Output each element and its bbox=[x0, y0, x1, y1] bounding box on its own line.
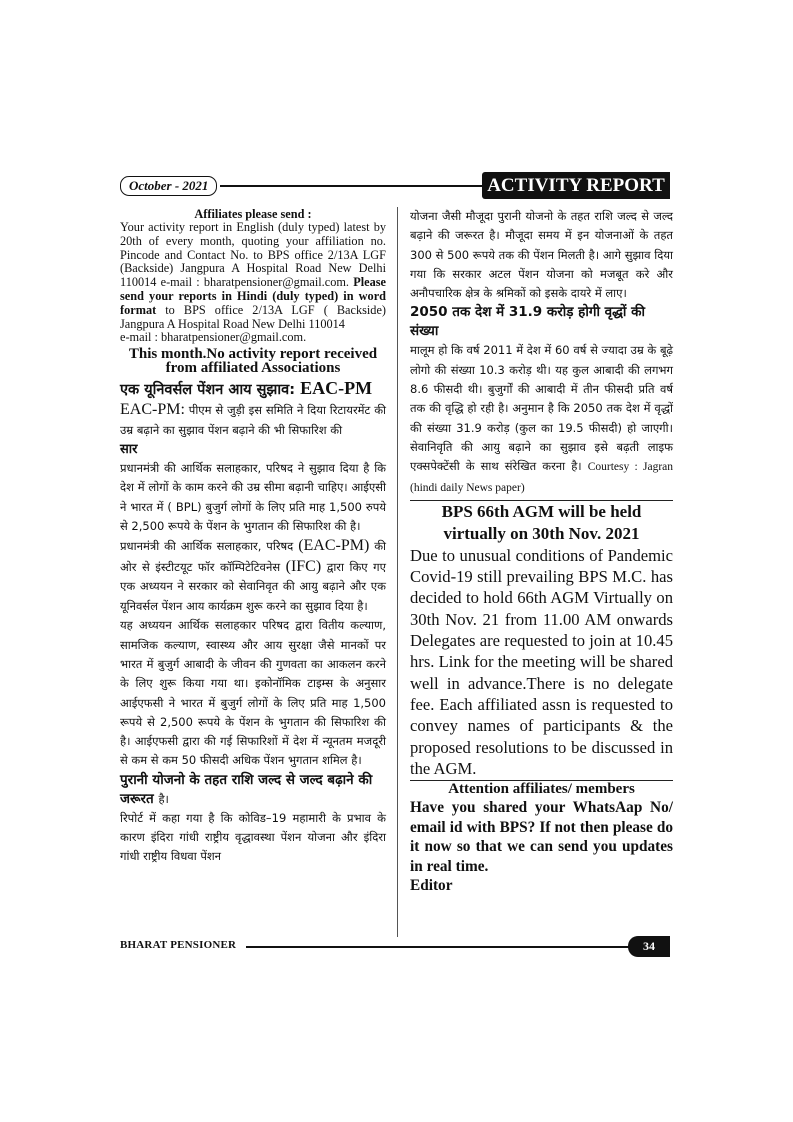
agm-body: Due to unusual conditions of Pandemic Covid-19 still prevailing BPS M.C. has decided to hold 66th AGM Virtually on 30th Nov. 21 from 11.00 AM onwards Delegates are requested to join at 10.45 hrs. Link for the meeting will be shared well in advance.There is no delegate fee. Each affiliated assn is requested to convey names of participants & the proposed resolutions to be discussed in the AGM. bbox=[410, 545, 673, 778]
agm-title: BPS 66th AGM will be held virtually on 30th Nov. 2021 bbox=[441, 501, 642, 543]
attention-body: Have you shared your WhatsAap No/ email id with BPS? If not then please do it now so that we can send you updates in real time. bbox=[410, 799, 673, 875]
column-divider bbox=[397, 207, 398, 937]
issue-month: October - 2021 bbox=[120, 176, 217, 196]
paragraph-3: यह अध्ययन आर्थिक सलाहकार परिषद द्वारा वितीय कल्याण, सामजिक कल्याण, स्वास्थ्य और आय सुरक्षा जैसे मानकों पर भारत में बुजुर्ग आबादी के जीवन की गुणवता का आकलन करने के लिए शुरू किया गया था। इकोनॉमिक टाइम्स के अनुसार आईएफसी ने भारत में बुजुर्ग लोगों के लिए प्रति माह 1,500 रूपये से 2,500 रूपये के पेंशन के भुगतान की सिफारिश की है। आईएफसी द्वारा की गई सिफारिशों में देश में न्यूनतम मजदूरी से कम से कम 50 फीसदी अधिक पेंशन भुगतान शमिल है। bbox=[120, 618, 386, 768]
ups-heading bbox=[120, 379, 386, 400]
paragraph-2-part-a: प्रधानमंत्री की आर्थिक सलाहकार, परिषद bbox=[120, 539, 294, 554]
hindi-report-address: to BPS office 2/13A LGF ( Backside) Jangpura A Hospital Road New Delhi 110014 bbox=[120, 302, 387, 331]
paragraph-6-text: मालूम हो कि वर्ष 2011 में देश में 60 वर्ष से ज्यादा उम्र के बूढ़े लोगो की संख्या 10.3 करोड़ थी। यह कुल आबादी की लगभग 8.6 फीसदी थी। बुजुर्गों की आबादी में तीन फीसदी प्रति वर्ष तक की वृद्धि हो रही है। अनुमान है कि 2050 तक देश में वृद्धों की संख्या 31.9 करोड़ (कुल का 19.5 फीसदी) हो जाएगी। सेवानिवृति की आयु बढ़ाने का सुझाव इसे बढ़ती लाइफ एक्सपेक्टेंसी के साथ संरेखित करना है। bbox=[410, 343, 673, 474]
paragraph-6 bbox=[410, 341, 673, 497]
ups-intro-hindi: पीएम से जुड़ी इस समिति ने दिया रिटायरमेंट की उम्र बढ़ाने का सुझाव पेंशन बढ़ाने की भी सिफारिश की bbox=[120, 403, 387, 438]
editor-signoff: Editor bbox=[410, 877, 453, 895]
footer-rule bbox=[246, 946, 631, 948]
paragraph-2 bbox=[120, 536, 386, 616]
affiliates-email[interactable]: bharatpensioner@gmail.com. bbox=[203, 275, 350, 290]
right-column bbox=[410, 207, 673, 896]
paragraph-1: प्रधानमंत्री की आर्थिक सलाहकार, परिषद ने सुझाव दिया है कि देश में लोगों के काम करने की उम्र सीमा बढ़ानी चाहिए। आईएसी ने भारत में ( BPL) बुजुर्ग लोगों के लिए प्रति माह 1,500 रुपये से 2,500 रूपये के पेंशन के भुगतान की सिफारिश की है। bbox=[120, 461, 386, 534]
old-scheme-heading: पुरानी योजनो के तहत राशि जल्द से जल्द बढ़ाने की जरूरत bbox=[120, 771, 373, 807]
courtesy-line: Courtesy : Jagran (hindi daily News paper) bbox=[410, 461, 674, 494]
no-activity-notice: This month.No activity report received from affiliated Associations bbox=[128, 346, 378, 377]
paragraph-5: योजना जैसी मौजूदा पुरानी योजनो के तहत राशि जल्द से जल्द बढ़ाने की जरूरत है। मौजूदा समय में इन योजनाओं के तहत 300 से 500 रूपये तक की पेंशन मिलती है। आगे सुझाव दिया गया कि सरकार अटल पेंशन योजना को मजबूत करे और अनौपचारिक क्षेत्र के श्रमिकों को इसके दायरे में लाए। bbox=[410, 209, 673, 301]
affiliates-email-label: e-mail : bbox=[160, 275, 200, 290]
old-scheme-tail: है। bbox=[158, 791, 169, 806]
affiliates-email-2[interactable]: e-mail : bharatpensioner@gmail.com. bbox=[120, 330, 307, 345]
affiliates-instructions bbox=[120, 221, 386, 331]
section-title: ACTIVITY REPORT bbox=[482, 172, 670, 199]
paragraph-2-ifc: (IFC) bbox=[285, 557, 322, 575]
old-scheme-heading-line bbox=[120, 771, 386, 809]
affiliates-title: Affiliates please send : bbox=[194, 207, 312, 221]
ups-heading-english: EAC-PM bbox=[300, 378, 373, 399]
ups-heading-hindi: एक यूनिवर्सल पेंशन आय सुझाव: bbox=[120, 382, 296, 399]
header-rule bbox=[220, 185, 482, 187]
affiliates-text: Your activity report in English (duly typed) latest by 20th of every month, quoting your affiliation no. Pincode and Contact No. to BPS office 2/13A LGF (Backside) Jangpura A Hospital Road New Delhi 110014 bbox=[120, 220, 386, 290]
paragraph-4: रिपोर्ट में कहा गया है कि कोविड–19 महामारी के प्रभाव के कारण इंदिरा गांधी राष्ट्रीय वृद्धावस्था पेंशन योजना और इंदिरा गांधी राष्ट्रीय विधवा पेंशन bbox=[120, 810, 386, 864]
hindi-report-request: Please send your reports in Hindi (duly typed) in word format bbox=[120, 275, 386, 317]
ups-intro-english: EAC-PM: bbox=[120, 401, 185, 419]
heading-2050: 2050 तक देश में 31.9 करोड़ होगी वृद्धों की संख्या bbox=[410, 304, 645, 340]
ups-intro bbox=[120, 400, 386, 440]
paragraph-2-part-c: द्वारा किए गए एक अध्ययन ने सरकार को सेवानिवृत की आयु बढ़ाने और एक यूनिवर्सल पेंशन आय कार्यक्रम शुरू करने का सुझाव दिया है। bbox=[120, 559, 387, 613]
publication-name: BHARAT PENSIONER bbox=[120, 939, 237, 951]
summary-label: सार bbox=[120, 442, 138, 458]
paragraph-2-eac-pm: (EAC-PM) bbox=[298, 537, 370, 555]
left-column bbox=[120, 207, 386, 867]
page-number: 34 bbox=[628, 936, 670, 957]
paragraph-2-part-b: की ओर से इंस्टीटयूट फॉर कॉम्पिटेटिवनेस bbox=[120, 539, 387, 574]
attention-title: Attention affiliates/ members bbox=[410, 780, 673, 798]
